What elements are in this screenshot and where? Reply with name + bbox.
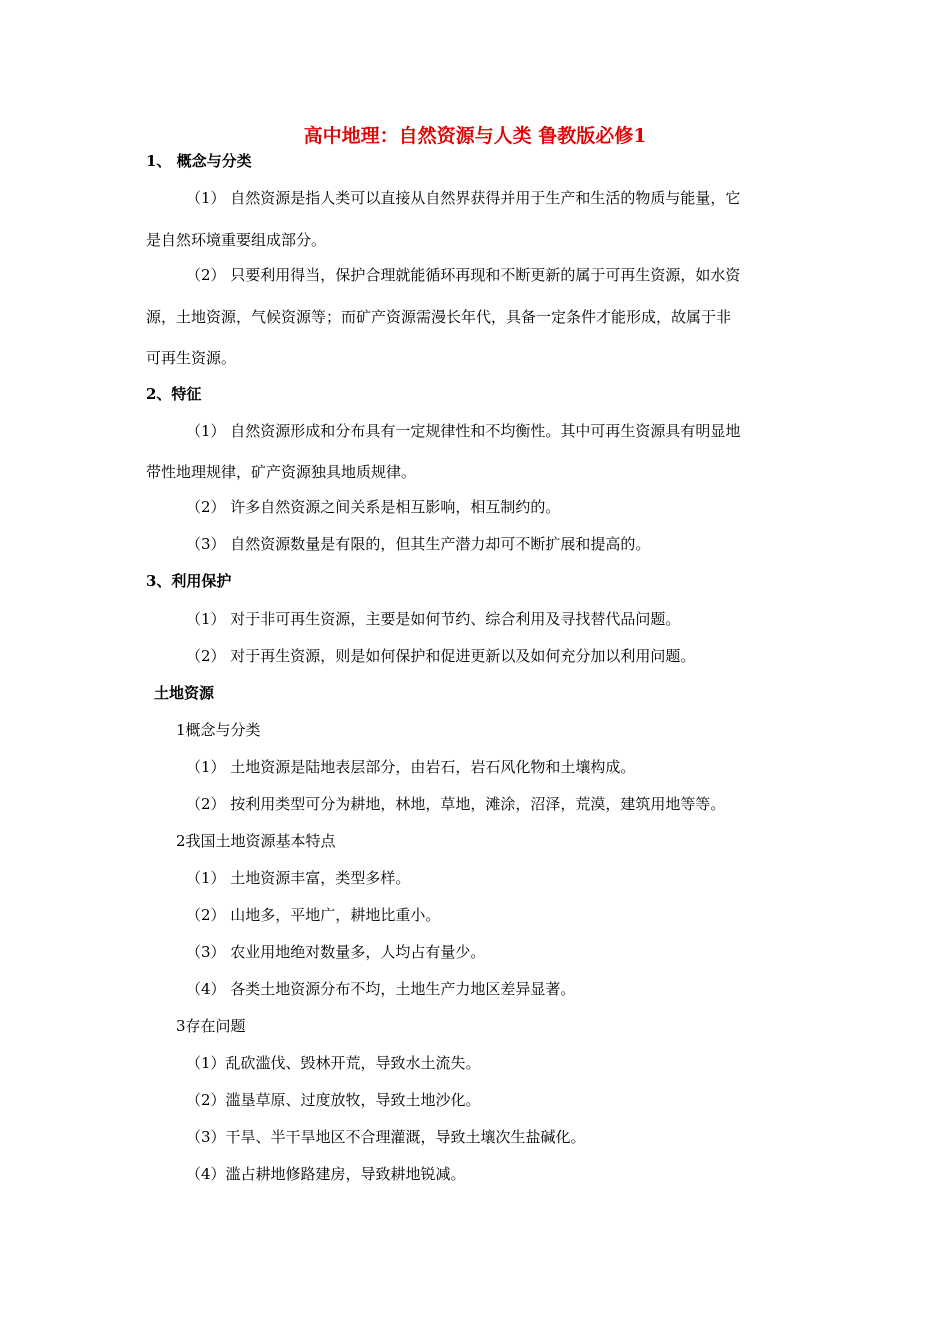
subheading: 2我国土地资源基本特点 (176, 832, 336, 850)
section-heading-land: 土地资源 (154, 684, 215, 702)
section-heading-concept: 1、 概念与分类 (146, 152, 252, 170)
paragraph-line: （2） 按利用类型可分为耕地，林地，草地，滩涂，沼泽，荒漠，建筑用地等等。 (186, 795, 726, 813)
paragraph-line: 可再生资源。 (146, 349, 237, 367)
paragraph-line: （4） 各类土地资源分布不均，土地生产力地区差异显著。 (186, 980, 576, 998)
section-heading-features: 2、特征 (146, 385, 202, 403)
paragraph-line: （1） 自然资源形成和分布具有一定规律性和不均衡性。其中可再生资源具有明显地 (186, 422, 741, 440)
paragraph-line: （1） 自然资源是指人类可以直接从自然界获得并用于生产和生活的物质与能量，它 (186, 189, 741, 207)
paragraph-line: （2） 对于再生资源，则是如何保护和促进更新以及如何充分加以利用问题。 (186, 647, 696, 665)
paragraph-line: （3） 自然资源数量是有限的，但其生产潜力却可不断扩展和提高的。 (186, 535, 651, 553)
paragraph-line: （2） 只要利用得当，保护合理就能循环再现和不断更新的属于可再生资源，如水资 (186, 266, 741, 284)
paragraph-line: （1） 土地资源丰富，类型多样。 (186, 869, 411, 887)
paragraph-line: （2） 许多自然资源之间关系是相互影响，相互制约的。 (186, 498, 561, 516)
paragraph-line: 带性地理规律，矿产资源独具地质规律。 (146, 463, 417, 481)
paragraph-line: （1） 对于非可再生资源，主要是如何节约、综合利用及寻找替代品问题。 (186, 610, 681, 628)
paragraph-line: （4）滥占耕地修路建房，导致耕地锐减。 (186, 1165, 466, 1183)
paragraph-line: （2）滥垦草原、过度放牧，导致土地沙化。 (186, 1091, 481, 1109)
paragraph-line: （3）干旱、半干旱地区不合理灌溉，导致土壤次生盐碱化。 (186, 1128, 586, 1146)
paragraph-line: （1）乱砍滥伐、毁林开荒，导致水土流失。 (186, 1054, 481, 1072)
subheading: 1概念与分类 (176, 721, 261, 739)
paragraph-line: （2） 山地多，平地广，耕地比重小。 (186, 906, 441, 924)
paragraph-line: 是自然环境重要组成部分。 (146, 231, 327, 249)
paragraph-line: （1） 土地资源是陆地表层部分，由岩石，岩石风化物和土壤构成。 (186, 758, 636, 776)
paragraph-line: 源，土地资源，气候资源等；而矿产资源需漫长年代，具备一定条件才能形成，故属于非 (146, 308, 732, 326)
section-heading-protection: 3、利用保护 (146, 572, 232, 590)
subheading: 3存在问题 (176, 1017, 246, 1035)
page-title: 高中地理：自然资源与人类 鲁教版必修1 (303, 125, 647, 147)
paragraph-line: （3） 农业用地绝对数量多，人均占有量少。 (186, 943, 486, 961)
